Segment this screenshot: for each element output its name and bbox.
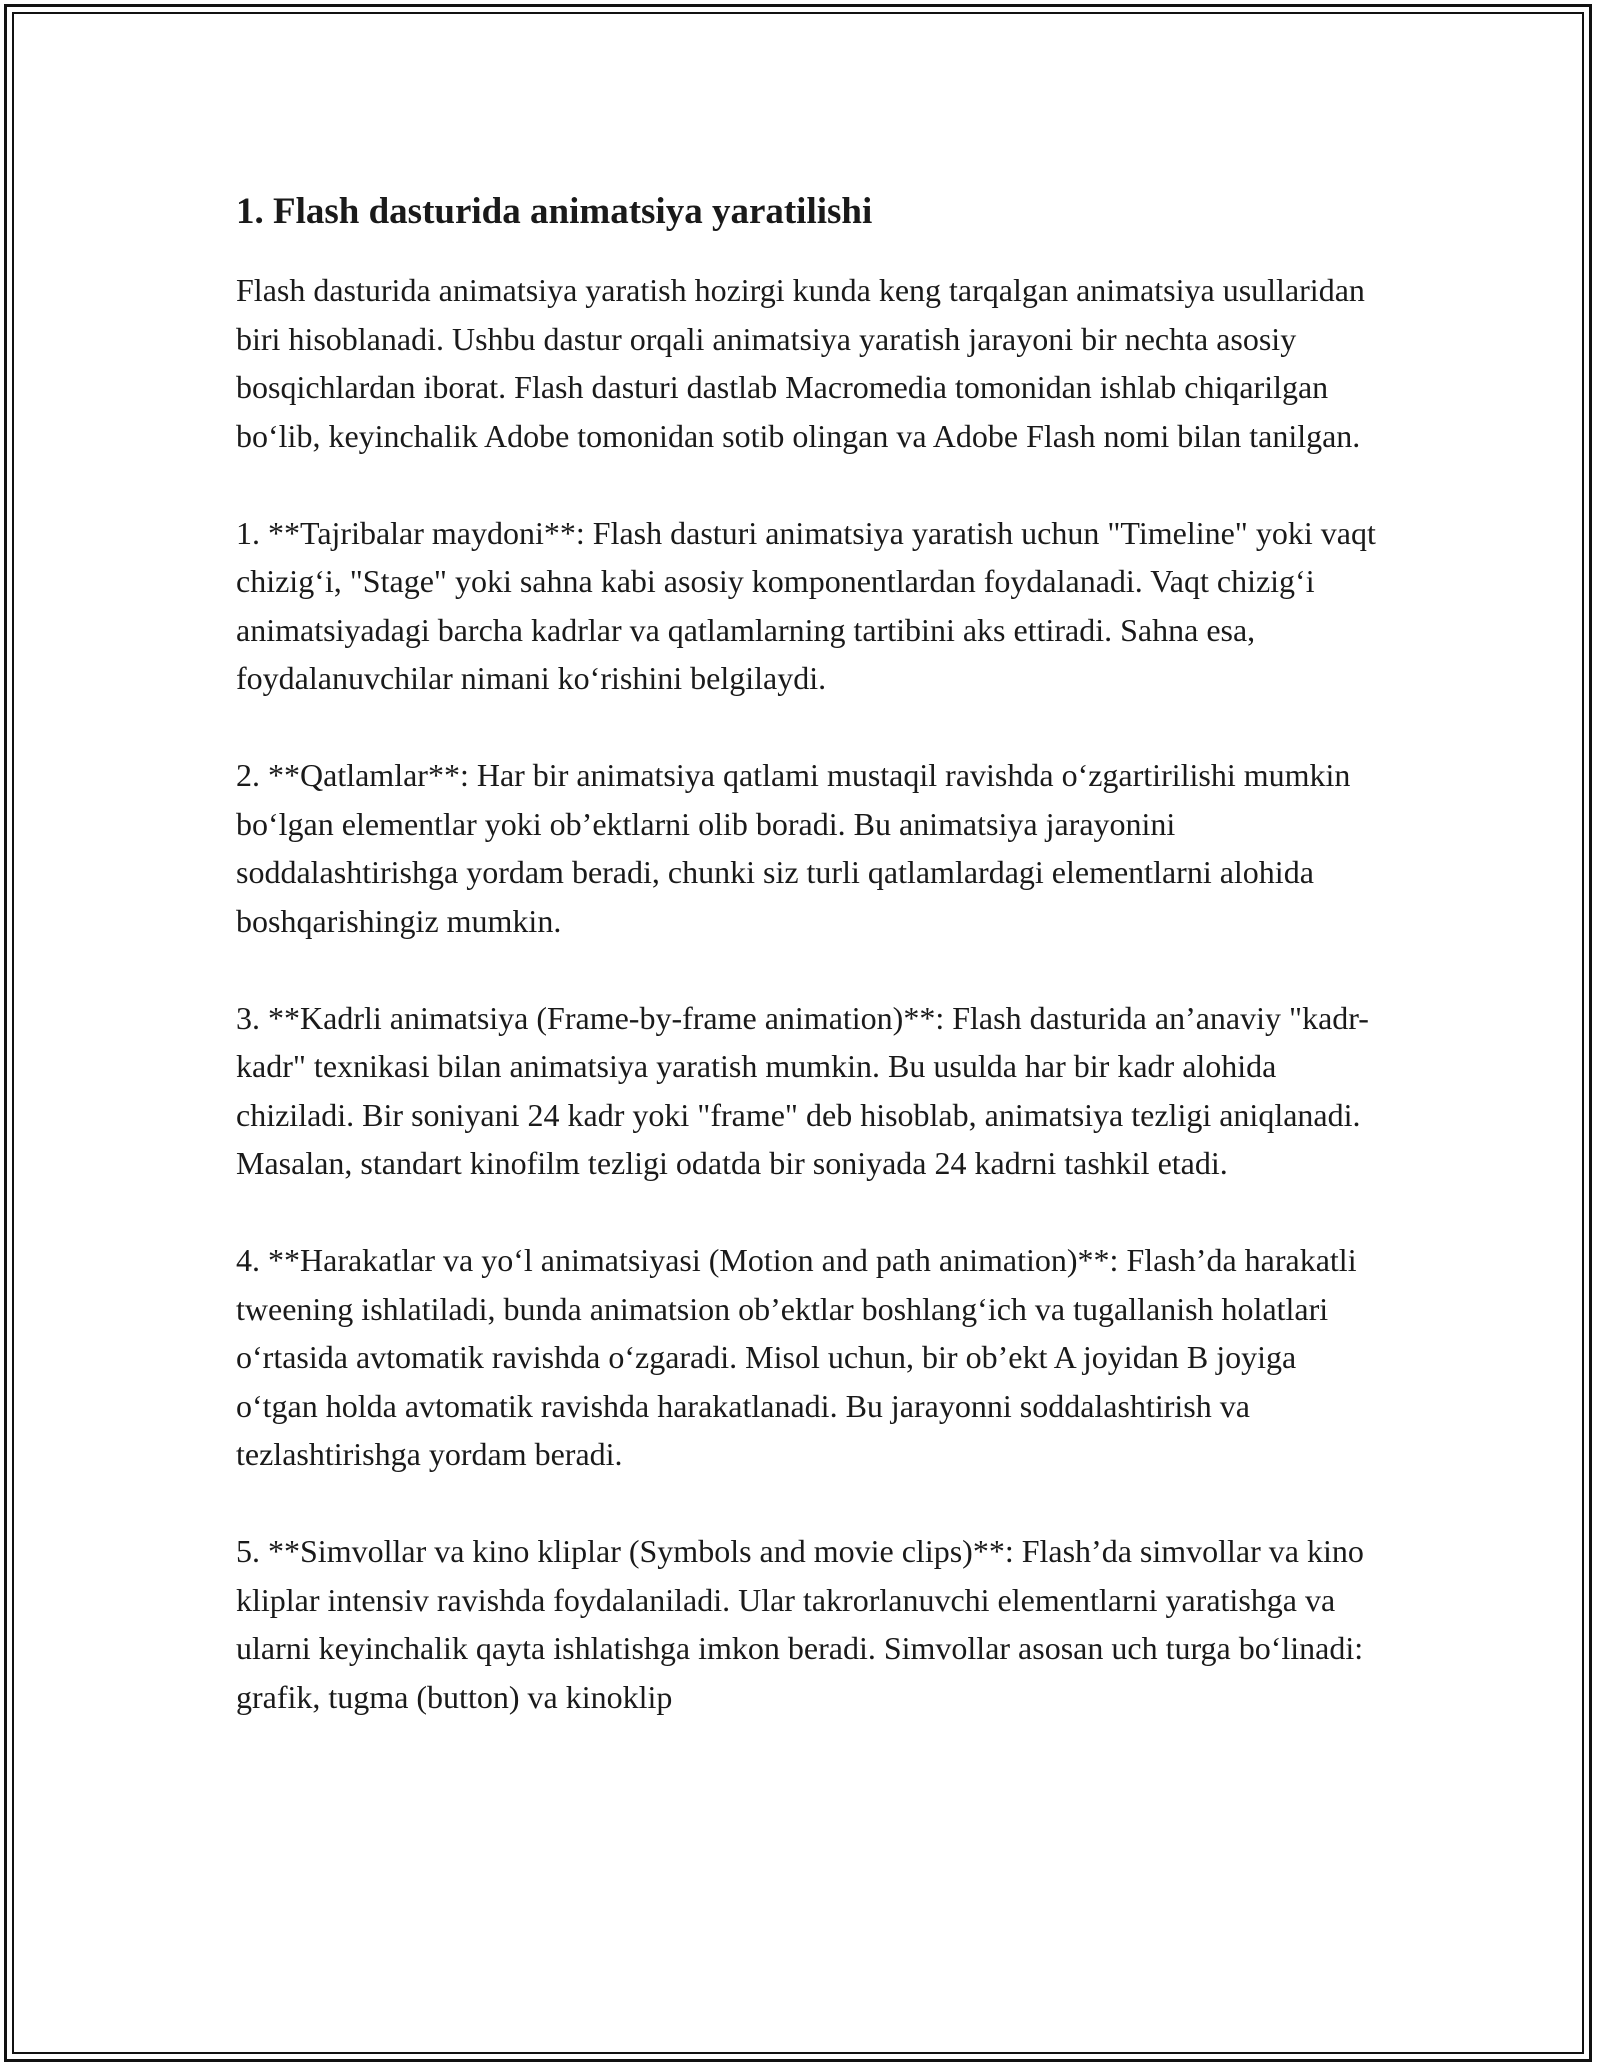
paragraph-harakatlar: 4. **Harakatlar va yo‘l animatsiyasi (Motion and path animation)**: Flash’da harakatli tweening ishlatiladi, bunda animatsion ob’ektlar boshlang‘ich va tugallanish holatlari o‘rtasida avtomatik ravishda o‘zgaradi. Misol uchun, bir ob’ekt A joyidan B joyiga o‘tgan holda avtomatik ravishda harakatlanadi. Bu jarayonni soddalashtirish va tezlashtirishga yordam beradi. <box>236 1242 1357 1472</box>
document-body <box>236 188 1376 1770</box>
paragraph-qatlamlar: 2. **Qatlamlar**: Har bir animatsiya qatlami mustaqil ravishda o‘zgartirilishi mumkin bo‘lgan elementlar yoki ob’ektlarni olib boradi. Bu animatsiya jarayonini soddalashtirishga yordam beradi, chunki siz turli qatlamlardagi elementlarni alohida boshqarishingiz mumkin. <box>236 757 1351 939</box>
paragraph-simvollar: 5. **Simvollar va kino kliplar (Symbols and movie clips)**: Flash’da simvollar va kino kliplar intensiv ravishda foydalaniladi. Ular takrorlanuvchi elementlarni yaratishga va ularni keyinchalik qayta ishlatishga imkon beradi. Simvollar asosan uch turga bo‘linadi: grafik, tugma (button) va kinoklip <box>236 1533 1364 1715</box>
paragraph-tajribalar-maydoni: 1. **Tajribalar maydoni**: Flash dasturi animatsiya yaratish uchun "Timeline" yoki vaqt chizig‘i, "Stage" yoki sahna kabi asosiy komponentlardan foydalanadi. Vaqt chizig‘i animatsiyadagi barcha kadrlar va qatlamlarning tartibini aks ettiradi. Sahna esa, foydalanuvchilar nimani ko‘rishini belgilaydi. <box>236 514 1376 696</box>
paragraph-kadrli-animatsiya: 3. **Kadrli animatsiya (Frame-by-frame animation)**: Flash dasturida an’anaviy "kadr-kadr" texnikasi bilan animatsiya yaratish mumkin. Bu usulda har bir kadr alohida chiziladi. Bir soniyani 24 kadr yoki "frame" deb hisoblab, animatsiya tezligi aniqlanadi. Masalan, standart kinofilm tezligi odatda bir soniyada 24 kadrni tashkil etadi. <box>236 999 1369 1181</box>
section-heading: 1. Flash dasturida animatsiya yaratilishi <box>236 191 873 232</box>
intro-paragraph: Flash dasturida animatsiya yaratish hozirgi kunda keng tarqalgan animatsiya usullaridan biri hisoblanadi. Ushbu dastur orqali animatsiya yaratish jarayoni bir nechta asosiy bosqichlardan iborat. Flash dasturi dastlab Macromedia tomonidan ishlab chiqarilgan bo‘lib, keyinchalik Adobe tomonidan sotib olingan va Adobe Flash nomi bilan tanilgan. <box>236 272 1365 454</box>
